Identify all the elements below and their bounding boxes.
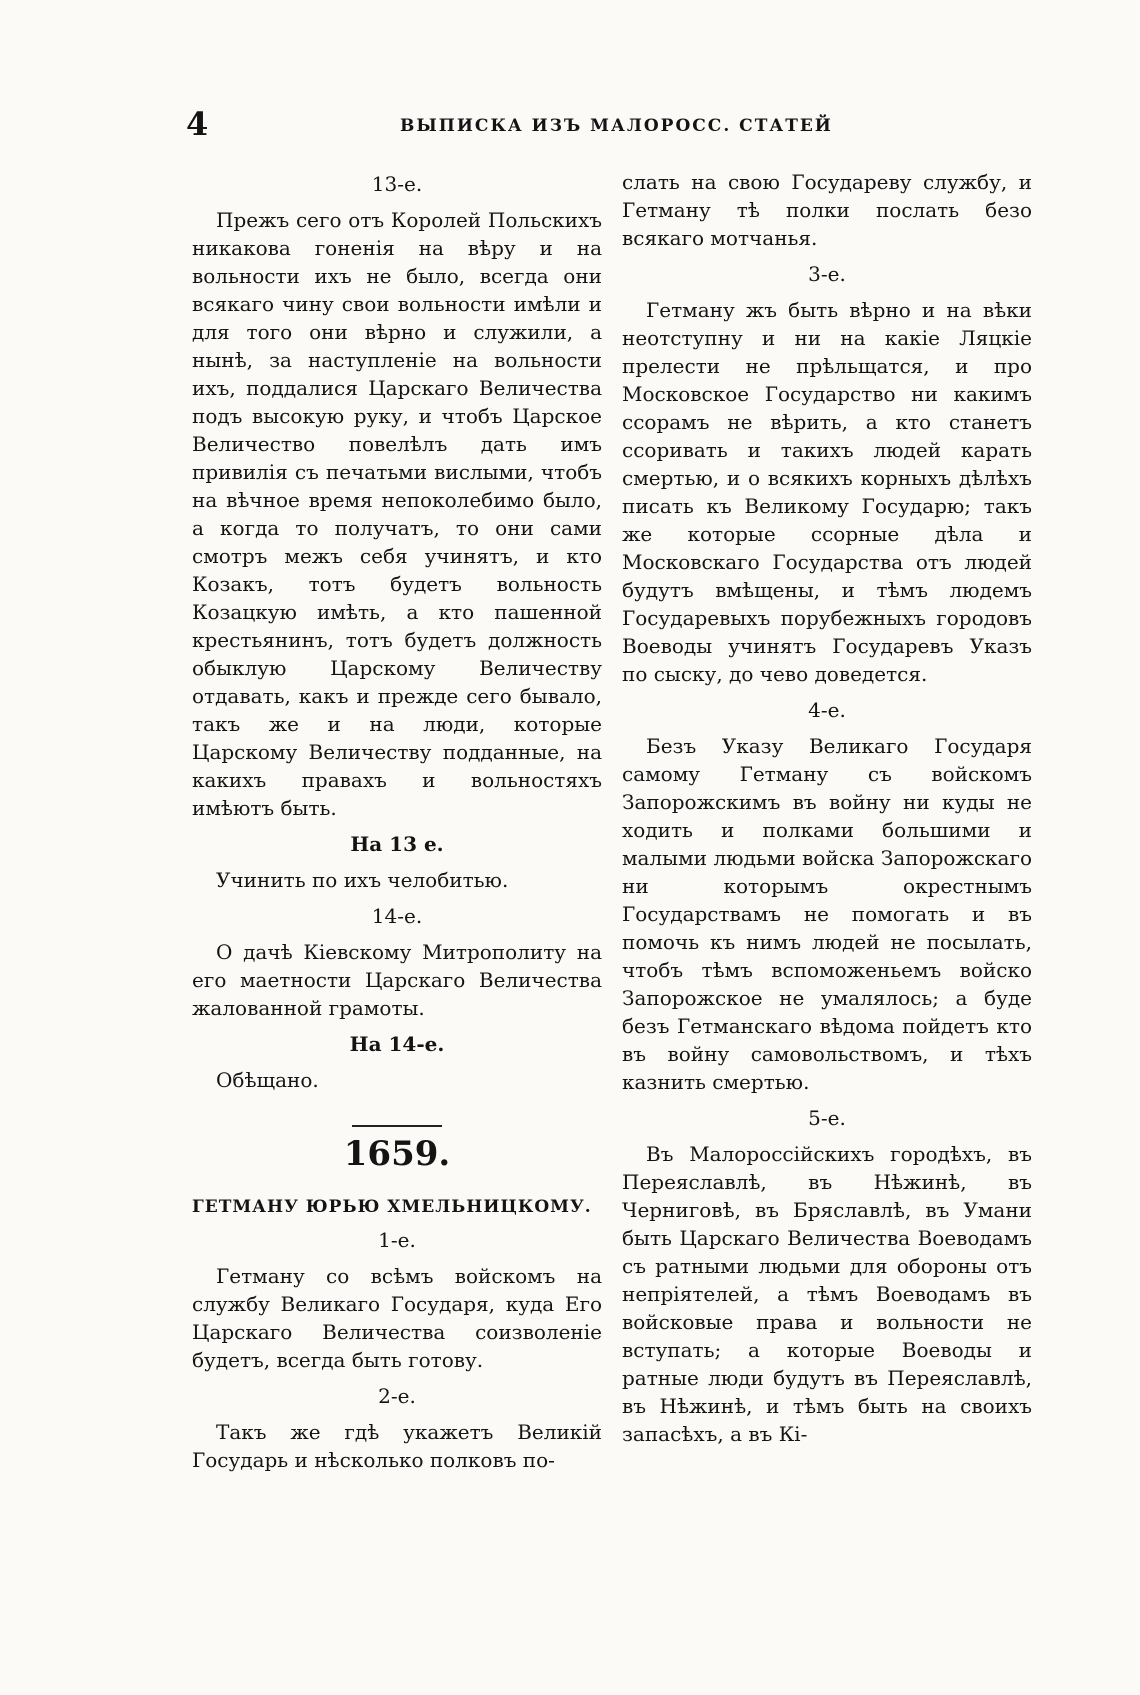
answer-14-text: Обѣщано. xyxy=(216,1068,319,1092)
article-4-number: 4-е. xyxy=(808,698,846,722)
answer-14-heading: На 14-е. xyxy=(349,1032,445,1056)
article-1-number: 1-е. xyxy=(378,1228,416,1252)
section-14-text: О дачѣ Кіевскому Митрополиту на его маетности Царскаго Величества жалованной грамоты. xyxy=(192,940,602,1020)
year-heading: 1659. xyxy=(343,1134,451,1174)
document-heading: ГЕТМАНУ ЮРЬЮ ХМЕЛЬНИЦКОМУ. xyxy=(192,1197,592,1217)
running-head: ВЫПИСКА ИЗЪ МАЛОРОСС. СТАТЕЙ xyxy=(400,116,833,136)
answer-13-text: Учинить по ихъ челобитью. xyxy=(216,868,509,892)
page-number: 4 xyxy=(186,105,209,143)
answer-13-heading: На 13 е. xyxy=(350,832,444,856)
article-1-text: Гетману со всѣмъ войскомъ на службу Великаго Государя, куда Его Царскаго Величества соизволеніе будетъ, всегда быть готову. xyxy=(192,1264,602,1372)
article-4-text: Безъ Указу Великаго Государя самому Гетману съ войскомъ Запорожскимъ въ войну ни куды не ходить и полками большими и малыми людьми войска Запорожскаго ни которымъ окрестнымъ Государствамъ не помогать и въ помочь къ нимъ людей не посылать, чтобъ тѣмъ вспоможеньемъ войско Запорожское не умалялось; а буде безъ Гетманскаго вѣдома пойдетъ кто въ войну самовольствомъ, и тѣхъ казнить смертью. xyxy=(622,734,1032,1094)
section-13-text: Прежъ сего отъ Королей Польскихъ никакова гоненія на вѣру и на вольности ихъ не было, всегда они всякаго чину свои вольности имѣли и для того они вѣрно и служили, а нынѣ, за наступленіе на вольности ихъ, поддалися Царскаго Величества подъ высокую руку, и чтобъ Царское Величество повелѣлъ дать имъ привилія съ печатьми вислыми, чтобъ на вѣчное время непоколебимо было, а когда то получатъ, то они сами смотръ межъ себя учинятъ, и кто Козакъ, тотъ будетъ вольность Козацкую имѣть, а кто пашенной крестьянинъ, тотъ будетъ должность обыклую Царскому Величеству отдавать, какъ и прежде сего бывало, такъ же и на люди, которые Царскому Величеству подданные, на какихъ правахъ и вольностяхъ имѣютъ быть. xyxy=(192,208,602,820)
article-5-text: Въ Малороссійскихъ городѣхъ, въ Переяславлѣ, въ Нѣжинѣ, въ Черниговѣ, въ Бряславлѣ, въ Умани быть Царскаго Величества Воеводамъ съ ратными людьми для обороны отъ непріятелей, а тѣмъ Воеводамъ въ войсковые права и вольности не вступать; а которые Воеводы и ратные люди будутъ въ Переяславлѣ, въ Нѣжинѣ, и тѣмъ быть на своихъ запасѣхъ, а въ Кі- xyxy=(622,1142,1032,1446)
article-5-number: 5-е. xyxy=(808,1106,846,1130)
article-2-number: 2-е. xyxy=(378,1384,416,1408)
left-column xyxy=(192,168,602,1482)
section-14-number: 14-е. xyxy=(371,904,423,928)
section-13-number: 13-е. xyxy=(371,172,423,196)
section-divider xyxy=(192,1104,602,1114)
article-3-number: 3-е. xyxy=(808,262,846,286)
article-2-text-continued: слать на свою Государеву службу, и Гетману тѣ полки послать безо всякаго мотчанья. xyxy=(622,170,1032,250)
right-column xyxy=(622,168,1032,1456)
article-2-text-start: Такъ же гдѣ укажетъ Великій Государь и нѣсколько полковъ по- xyxy=(192,1420,602,1472)
article-3-text: Гетману жъ быть вѣрно и на вѣки неотступну и ни на какіе Ляцкіе прелести не прѣльщатся, и про Московское Государство ни какимъ ссорамъ не вѣрить, а кто станетъ ссоривать и такихъ людей карать смертью, и о всякихъ корныхъ дѣлѣхъ писать къ Великому Государю; такъ же которые ссорные дѣла и Московскаго Государства отъ людей будутъ вмѣщены, и тѣмъ людемъ Государевыхъ порубежныхъ городовъ Воеводы учинятъ Государевъ Указъ по сыску, до чево доведется. xyxy=(622,298,1032,686)
